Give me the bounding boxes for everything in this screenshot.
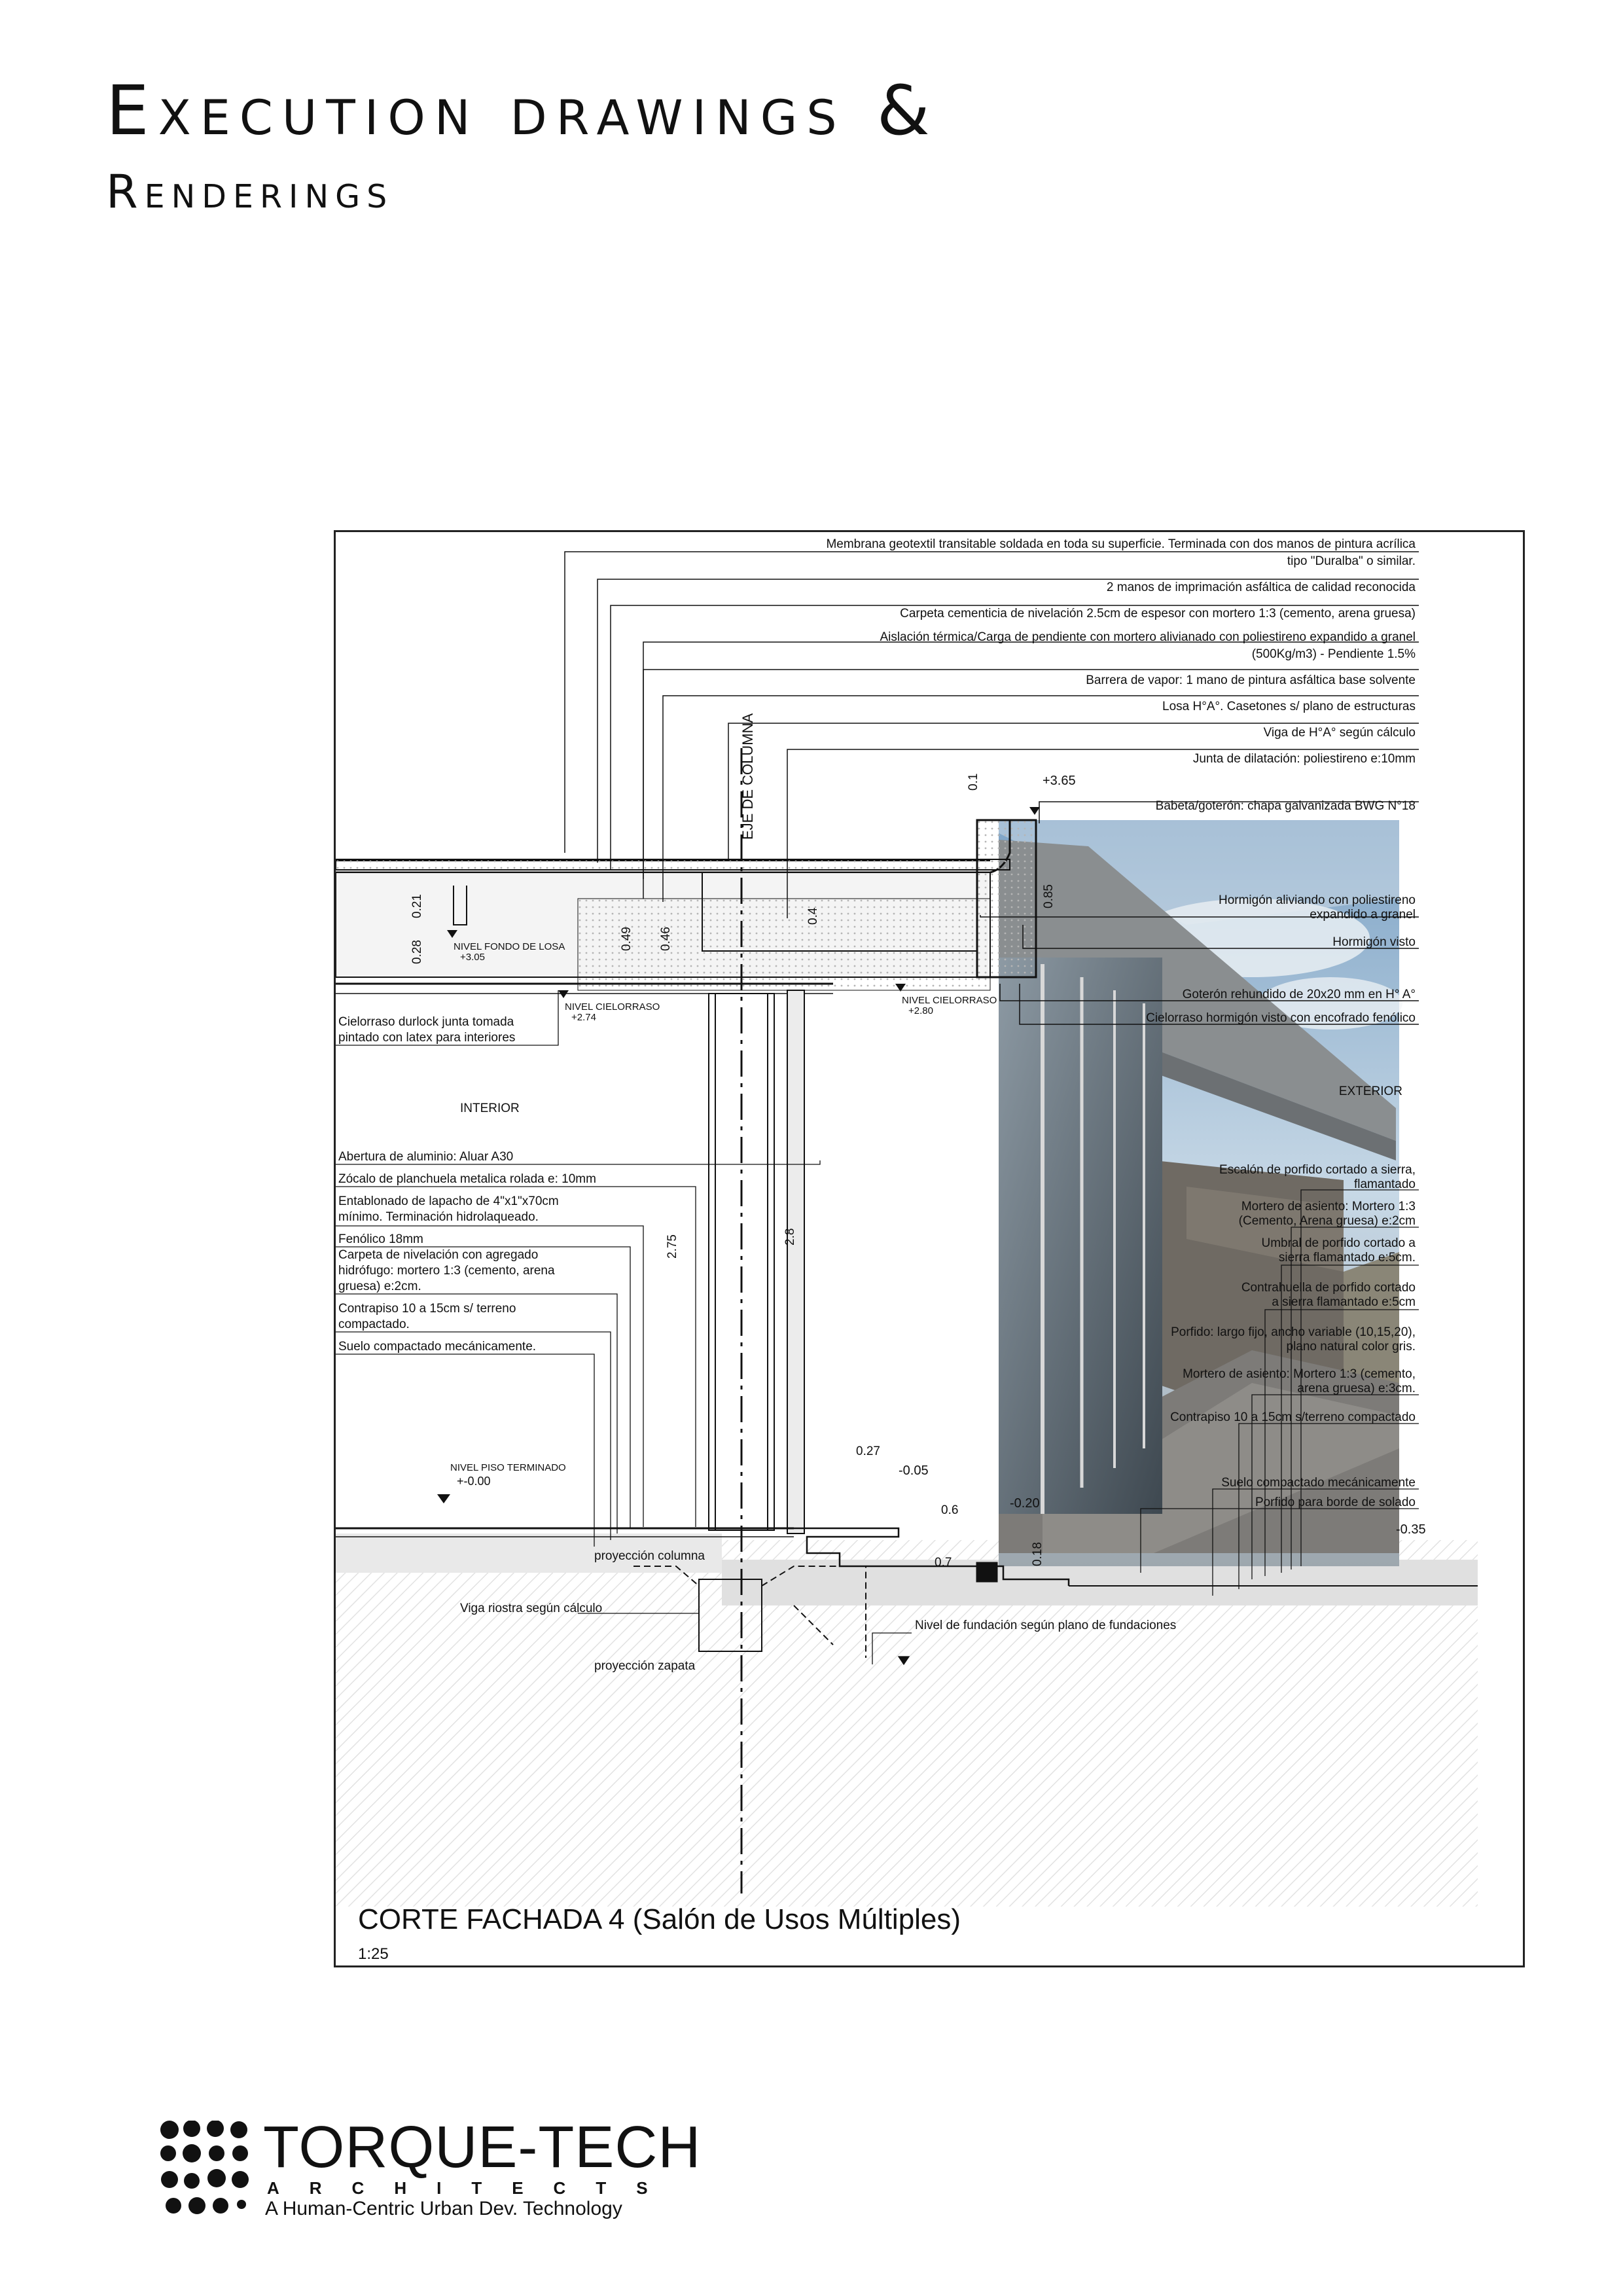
note: Abertura de aluminio: Aluar A30 (338, 1150, 514, 1164)
dim: 2.75 (666, 1234, 679, 1259)
note: Junta de dilatación: poliestireno e:10mm (1192, 752, 1416, 766)
note: Membrana geotextil transitable soldada en toda su superficie. Terminada con dos manos de pintura acrílica (826, 537, 1416, 551)
dim: 0.27 (856, 1444, 880, 1458)
note: proyección zapata (594, 1659, 696, 1673)
top-notes (826, 537, 1416, 813)
dim: 2.8 (783, 1228, 797, 1246)
note: Barrera de vapor: 1 mano de pintura asfáltica base solvente (1086, 673, 1416, 687)
note: Viga de H°A° según cálculo (1263, 726, 1416, 740)
roof-slab (336, 820, 1036, 994)
note: Hormigón aliviando con poliestireno (1218, 893, 1416, 907)
level-value: +3.05 (460, 952, 485, 963)
level-value: +3.65 (1043, 774, 1076, 788)
note: proyección columna (594, 1549, 705, 1563)
note: sierra flamantado e:5cm. (1278, 1251, 1416, 1265)
dim: 0.18 (1031, 1542, 1044, 1566)
rendering-photo (999, 820, 1402, 1566)
note: compactado. (338, 1318, 410, 1331)
note: Carpeta de nivelación con agregado (338, 1248, 539, 1262)
note: Mortero de asiento: Mortero 1:3 (cemento, (1183, 1367, 1416, 1381)
note: Entablonado de lapacho de 4"x1"x70cm (338, 1194, 559, 1208)
level-label: NIVEL CIELORRASO (902, 995, 997, 1006)
note: arena gruesa) e:3cm. (1297, 1382, 1416, 1395)
dim: 0.49 (620, 927, 633, 951)
note: Viga riostra según cálculo (460, 1602, 603, 1615)
note: Babeta/goterón: chapa galvanizada BWG N°18 (1155, 799, 1416, 813)
note: Goterón rehundido de 20x20 mm en H° A° (1182, 988, 1416, 1001)
dim: 0.1 (967, 773, 980, 791)
note: Suelo compactado mecánicamente. (338, 1340, 537, 1354)
drawing-scale: 1:25 (358, 1945, 389, 1963)
level-label: NIVEL FONDO DE LOSA (454, 941, 565, 952)
note: Umbral de porfido cortado a (1261, 1236, 1416, 1250)
dim: 0.46 (659, 927, 673, 951)
column-axis-label: EJE DE COLUMNA (740, 713, 756, 840)
note: Contrapiso 10 a 15cm s/terreno compactado (1170, 1410, 1416, 1424)
note: pintado con latex para interiores (338, 1031, 516, 1045)
note: gruesa) e:2cm. (338, 1280, 421, 1293)
note: Contrapiso 10 a 15cm s/ terreno (338, 1302, 516, 1316)
note: Mortero de asiento: Mortero 1:3 (1241, 1200, 1416, 1213)
note: hidrófugo: mortero 1:3 (cemento, arena (338, 1264, 555, 1278)
brand-name: TORQUE-TECH (263, 2115, 702, 2180)
note: (Cemento, Arena gruesa) e:2cm (1238, 1214, 1416, 1228)
level-value: +2.80 (908, 1005, 933, 1016)
page-subtitle: Renderings (106, 165, 394, 219)
note: Hormigón visto (1332, 935, 1416, 949)
drawing-title: CORTE FACHADA 4 (Salón de Usos Múltiples) (358, 1903, 961, 1935)
level-value: -0.35 (1396, 1522, 1426, 1537)
note: flamantado (1353, 1177, 1416, 1191)
note: Porfido para borde de solado (1255, 1496, 1416, 1509)
note: Porfido: largo fijo, ancho variable (10,15,20), (1171, 1325, 1416, 1339)
note: (500Kg/m3) - Pendiente 1.5% (1251, 647, 1416, 661)
dim: 0.85 (1042, 884, 1056, 908)
note: Losa H°A°. Casetones s/ plano de estructuras (1162, 700, 1416, 713)
note: plano natural color gris. (1286, 1340, 1416, 1354)
drawing-sheet (334, 530, 1525, 1967)
note: Cielorraso durlock junta tomada (338, 1015, 514, 1029)
note: EXTERIOR (1338, 1085, 1402, 1098)
dim: 0.6 (941, 1503, 959, 1517)
level-label: NIVEL PISO TERMINADO (450, 1462, 566, 1473)
note: Escalón de porfido cortado a sierra, (1219, 1163, 1416, 1177)
note: Zócalo de planchuela metalica rolada e: 10mm (338, 1172, 596, 1186)
note: Nivel de fundación según plano de fundaciones (915, 1619, 1177, 1632)
note: expandido a granel (1310, 908, 1416, 922)
brand-tagline: A Human-Centric Urban Dev. Technology (265, 2198, 622, 2219)
level-value: -0.20 (1010, 1496, 1040, 1511)
dim: 0.21 (410, 894, 424, 918)
left-notes (338, 1015, 596, 1354)
note: Suelo compactado mecánicamente (1221, 1476, 1416, 1490)
dim: 0.28 (410, 940, 424, 964)
note: Aislación térmica/Carga de pendiente con mortero alivianado con poliestireno expandido a granel (880, 630, 1416, 644)
level-value: +2.74 (571, 1012, 596, 1023)
note: tipo "Duralba" o similar. (1287, 554, 1416, 568)
note: Contrahuella de porfido cortado (1241, 1281, 1416, 1295)
dim: 0.4 (806, 907, 820, 925)
interior-label: INTERIOR (460, 1102, 520, 1115)
note: a sierra flamantado e:5cm (1272, 1295, 1416, 1309)
section-drawing (336, 532, 1523, 1965)
dim: 0.7 (935, 1556, 952, 1570)
note: Cielorraso hormigón visto con encofrado fenólico (1146, 1011, 1416, 1025)
note: Carpeta cementicia de nivelación 2.5cm de espesor con mortero 1:3 (cemento, arena gruesa) (900, 607, 1416, 620)
note: Fenólico 18mm (338, 1232, 423, 1246)
page-title: Execution drawings & (106, 71, 939, 151)
level-value: +-0.00 (457, 1475, 491, 1488)
brand-sub: ARCHITECTS (267, 2178, 678, 2198)
note: mínimo. Terminación hidrolaqueado. (338, 1210, 539, 1224)
note: 2 manos de imprimación asfáltica de calidad reconocida (1106, 581, 1416, 594)
level-label: NIVEL CIELORRASO (565, 1001, 660, 1013)
level-value: -0.05 (899, 1463, 929, 1478)
